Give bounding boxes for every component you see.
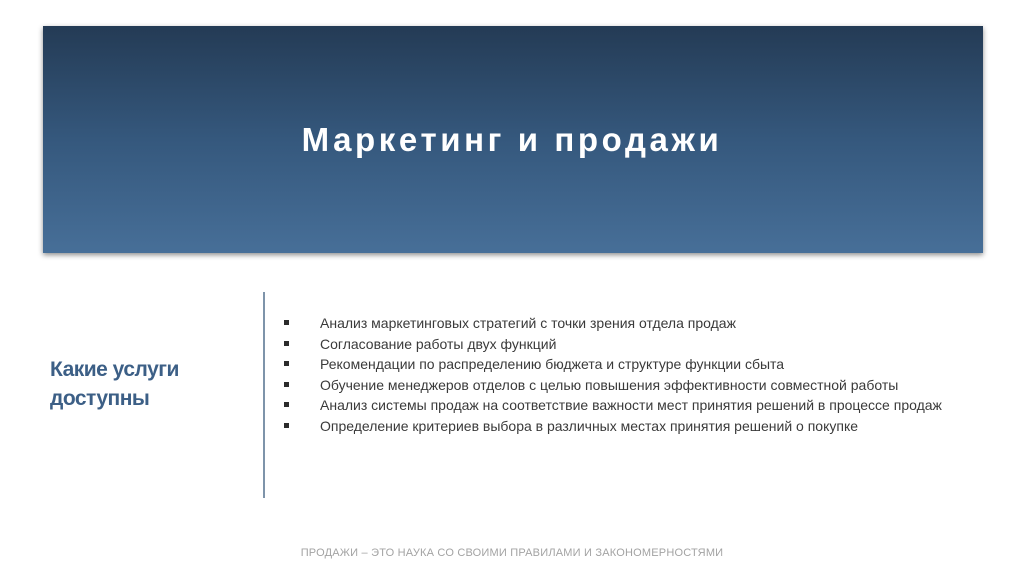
list-item: [283, 416, 943, 437]
list-item-text: Согласование работы двух функций: [320, 335, 557, 352]
list-item-text: Анализ маркетинговых стратегий с точки зрения отдела продаж: [320, 315, 736, 331]
slide-title: Маркетинг и продажи: [301, 121, 723, 158]
square-bullet-icon: [284, 361, 289, 366]
square-bullet-icon: [284, 320, 289, 325]
list-item: [283, 313, 943, 334]
footer-caption: ПРОДАЖИ – ЭТО НАУКА СО СВОИМИ ПРАВИЛАМИ И ЗАКОНОМЕРНОСТЯМИ: [300, 547, 724, 559]
list-item: [283, 395, 943, 416]
services-list: [283, 313, 943, 436]
list-item-text: Анализ системы продаж на соответствие важности мест принятия решений в процессе продаж: [320, 397, 942, 413]
list-item-text: Определение критериев выбора в различных местах принятия решений о покупке: [320, 417, 859, 434]
square-bullet-icon: [284, 423, 289, 428]
side-heading: Какие услуги доступны: [50, 358, 179, 410]
list-item-text: Обучение менеджеров отделов с целью повышения эффективности совместной работы: [320, 376, 899, 393]
square-bullet-icon: [284, 382, 289, 387]
list-item: [283, 334, 943, 355]
vertical-divider: [263, 292, 265, 498]
list-item-text: Рекомендации по распределению бюджета и структуре функции сбыта: [320, 356, 785, 372]
square-bullet-icon: [284, 402, 289, 407]
square-bullet-icon: [284, 341, 289, 346]
list-item: [283, 375, 943, 396]
list-item: [283, 354, 943, 375]
